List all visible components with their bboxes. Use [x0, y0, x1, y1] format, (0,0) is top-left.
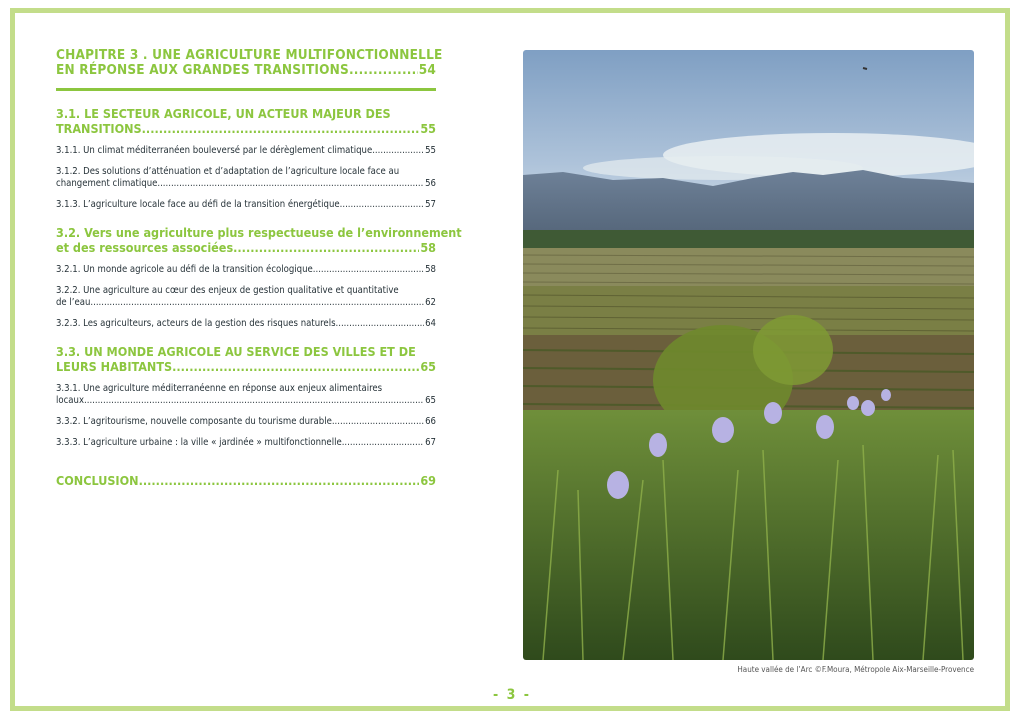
item-page-number: 58 — [425, 264, 436, 275]
section-page-number: 65 — [420, 359, 436, 374]
item-title: 3.3.2. L’agritourisme, nouvelle composante du tourisme durable — [56, 416, 332, 427]
chapter-title-line1: CHAPITRE 3 . UNE AGRICULTURE MULTIFONCTIONNELLE — [56, 47, 443, 63]
section-page-number: 58 — [420, 240, 436, 255]
item-page-number: 62 — [425, 297, 436, 308]
toc-item-3-2-2[interactable] — [56, 285, 436, 309]
table-of-contents — [56, 47, 462, 488]
item-page-number: 57 — [425, 199, 436, 210]
toc-item-3-3-3[interactable] — [56, 437, 436, 449]
page-number: - 3 - — [493, 687, 531, 703]
item-title-line2: changement climatique — [56, 178, 158, 189]
dot-leader — [372, 145, 424, 157]
item-page-number: 64 — [425, 318, 436, 329]
toc-item-3-2-1[interactable] — [56, 264, 436, 276]
item-title-line1: 3.1.2. Des solutions d’atténuation et d’adaptation de l’agriculture locale face au — [56, 166, 400, 177]
item-page-number: 55 — [425, 145, 436, 156]
section-title-line1: 3.3. UN MONDE AGRICOLE AU SERVICE DES VILLES ET DE — [56, 344, 416, 359]
item-page-number: 65 — [425, 395, 436, 406]
dot-leader — [336, 318, 425, 330]
toc-conclusion[interactable] — [56, 473, 436, 488]
section-title-line2: et des ressources associées — [56, 240, 234, 255]
item-title-line2: locaux — [56, 395, 85, 406]
dot-leader — [313, 264, 424, 276]
landscape-photo — [523, 50, 974, 660]
dot-leader — [332, 416, 424, 428]
toc-item-3-1-1[interactable] — [56, 145, 436, 157]
photo-caption: Haute vallée de l’Arc ©F.Moura, Métropole Aix-Marseille-Provence — [737, 665, 974, 674]
toc-item-3-3-2[interactable] — [56, 416, 436, 428]
item-page-number: 56 — [425, 178, 436, 189]
section-page-number: 55 — [420, 121, 436, 136]
toc-section-3-3[interactable] — [56, 344, 436, 374]
item-page-number: 67 — [425, 437, 436, 448]
toc-item-3-1-3[interactable] — [56, 199, 436, 211]
item-title: 3.2.1. Un monde agricole au défi de la transition écologique — [56, 264, 313, 275]
chapter-heading — [56, 47, 443, 91]
item-title: 3.1.1. Un climat méditerranéen bouleversé par le dérèglement climatique — [56, 145, 373, 156]
dot-leader — [233, 240, 419, 255]
dot-leader — [139, 473, 420, 488]
section-title-line2: TRANSITIONS — [56, 121, 142, 136]
dot-leader — [157, 178, 424, 190]
dot-leader — [84, 395, 424, 407]
dot-leader — [342, 437, 424, 449]
toc-item-3-1-2[interactable] — [56, 166, 436, 190]
section-title-line2: LEURS HABITANTS — [56, 359, 173, 374]
dot-leader — [349, 63, 418, 78]
toc-item-3-2-3[interactable] — [56, 318, 436, 330]
dot-leader — [340, 199, 424, 211]
section-title-line1: 3.2. Vers une agriculture plus respectueuse de l’environnement — [56, 225, 462, 240]
item-title-line2: de l’eau — [56, 297, 91, 308]
toc-section-3-2[interactable] — [56, 225, 462, 255]
dot-leader — [142, 121, 420, 136]
item-title-line1: 3.3.1. Une agriculture méditerranéenne en réponse aux enjeux alimentaires — [56, 383, 383, 394]
item-title: 3.1.3. L’agriculture locale face au défi de la transition énergétique — [56, 199, 340, 210]
item-title: 3.3.3. L’agriculture urbaine : la ville « jardinée » multifonctionnelle — [56, 437, 342, 448]
section-title-line1: 3.1. LE SECTEUR AGRICOLE, UN ACTEUR MAJEUR DES — [56, 106, 391, 121]
chapter-title-line2: EN RÉPONSE AUX GRANDES TRANSITIONS — [56, 62, 349, 78]
conclusion-page-number: 69 — [420, 473, 436, 488]
toc-section-3-1[interactable] — [56, 106, 436, 136]
item-title-line1: 3.2.2. Une agriculture au cœur des enjeux de gestion qualitative et quantitative — [56, 285, 399, 296]
conclusion-label: CONCLUSION — [56, 473, 139, 488]
toc-item-3-3-1[interactable] — [56, 383, 436, 407]
chapter-page-number: 54 — [418, 62, 436, 78]
item-title: 3.2.3. Les agriculteurs, acteurs de la gestion des risques naturels — [56, 318, 336, 329]
item-page-number: 66 — [425, 416, 436, 427]
dot-leader — [90, 297, 424, 309]
dot-leader — [172, 359, 419, 374]
